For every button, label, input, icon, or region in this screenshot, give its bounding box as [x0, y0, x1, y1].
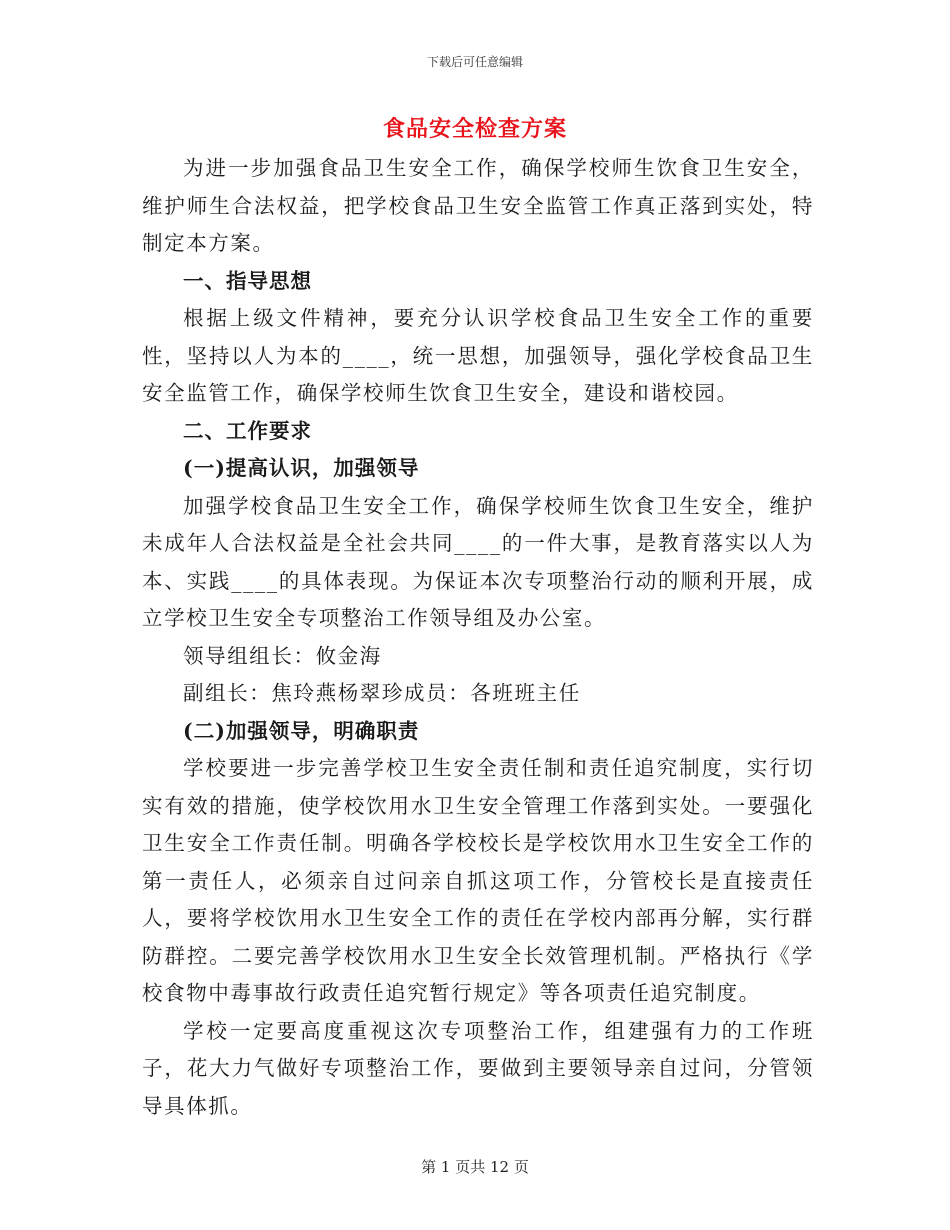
awareness-paragraph: 加强学校食品卫生安全工作，确保学校师生饮食卫生安全，维护未成年人合法权益是全社会共同____的一件大事，是教育落实以人为本、实践____的具体表现。为保证本次专项整治行动的顺利开展，成立学校卫生安全专项整治工作领导组及办公室。	[142, 493, 814, 630]
closing-paragraph: 学校一定要高度重视这次专项整治工作，组建强有力的工作班子，花大力气做好专项整治工作，要做到主要领导亲自过问，分管领导具体抓。	[142, 1018, 814, 1118]
subsection-heading-responsibilities: (二)加强领导，明确职责	[183, 718, 420, 743]
subsection-heading-awareness: (一)提高认识，加强领导	[183, 456, 420, 480]
document-title: 食品安全检查方案	[382, 116, 567, 142]
intro-paragraph: 为进一步加强食品卫生安全工作，确保学校师生饮食卫生安全，维护师生合法权益，把学校食品卫生安全监管工作真正落到实处，特制定本方案。	[142, 156, 814, 255]
section-heading-guiding-ideology: 一、指导思想	[183, 268, 312, 293]
leader-line: 领导组组长：攸金海	[183, 643, 382, 668]
page-footer: 第 1 页共 12 页	[421, 1158, 529, 1176]
document-body	[142, 150, 814, 1125]
section-heading-work-requirements: 二、工作要求	[183, 418, 312, 443]
deputy-leader-line: 副组长：焦玲燕杨翠珍成员：各班班主任	[183, 681, 581, 705]
responsibilities-paragraph: 学校要进一步完善学校卫生安全责任制和责任追究制度，实行切实有效的措施，使学校饮用水卫生安全管理工作落到实处。一要强化卫生安全工作责任制。明确各学校校长是学校饮用水卫生安全工作的第一责任人，必须亲自过问亲自抓这项工作，分管校长是直接责任人，要将学校饮用水卫生安全工作的责任在学校内部再分解，实行群防群控。二要完善学校饮用水卫生安全长效管理机制。严格执行《学校食物中毒事故行政责任追究暂行规定》等各项责任追究制度。	[142, 756, 814, 1005]
guiding-ideology-paragraph: 根据上级文件精神，要充分认识学校食品卫生安全工作的重要性，坚持以人为本的____，统一思想，加强领导，强化学校食品卫生安全监管工作，确保学校师生饮食卫生安全，建设和谐校园。	[142, 306, 814, 405]
header-note: 下载后可任意编辑	[426, 55, 523, 69]
